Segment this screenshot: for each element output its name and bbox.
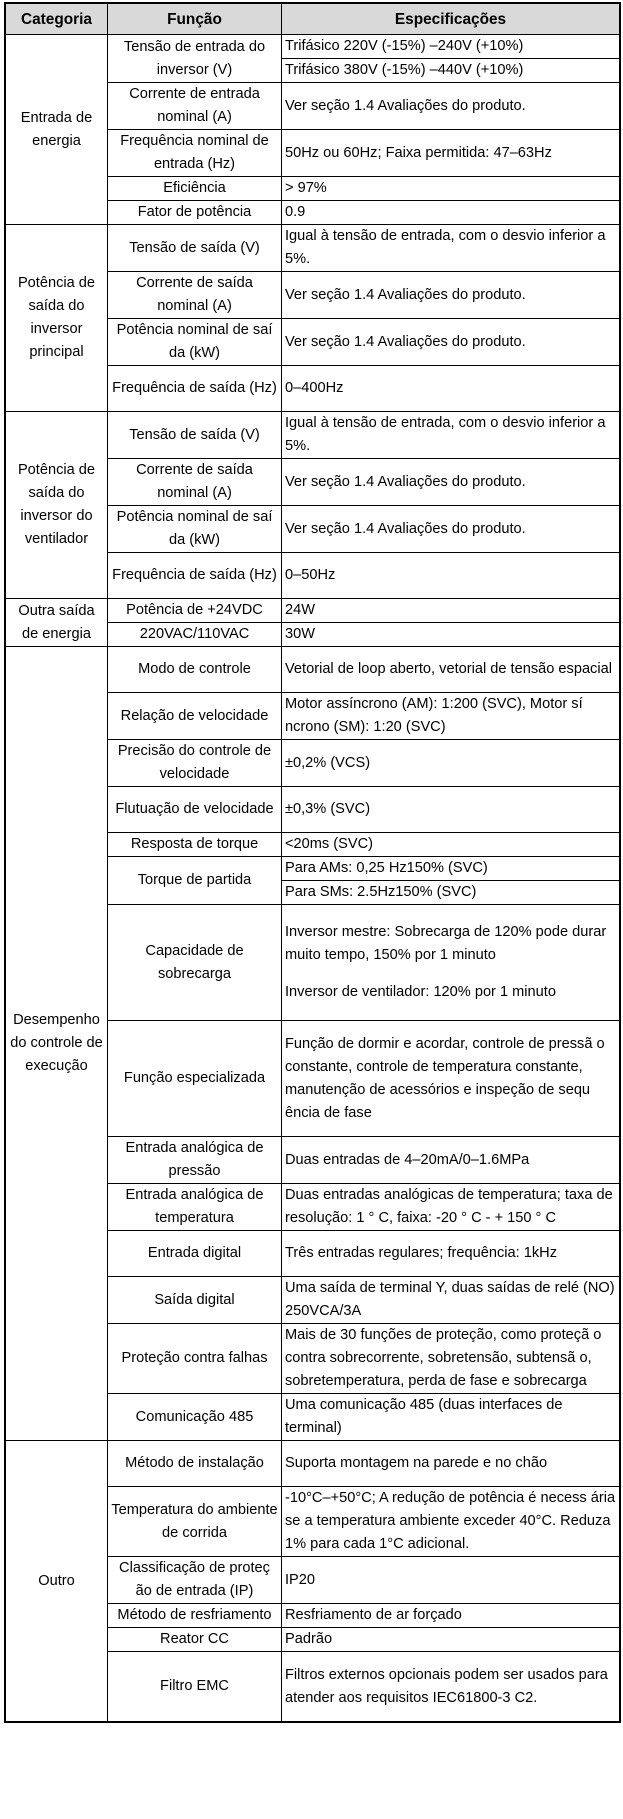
table-row <box>6 1441 620 1487</box>
specification-line: 24W <box>285 602 316 618</box>
category-cell: Potência de saída do inversor do ventilador <box>6 412 108 599</box>
specification-cell <box>282 1324 620 1394</box>
specification-cell <box>282 1137 620 1184</box>
specification-cell <box>282 1628 620 1652</box>
function-cell: Eficiência <box>108 177 282 201</box>
specification-line: Ver seção 1.4 Avaliações do produto. <box>285 333 526 350</box>
specification-line: 30W <box>285 626 316 642</box>
specification-cell <box>282 319 620 366</box>
function-cell: Precisão do controle de velocidade <box>108 740 282 787</box>
specification-line: Para AMs: 0,25 Hz150% (SVC) <box>282 857 619 881</box>
header-specifications: Especificações <box>282 4 620 35</box>
function-cell: Frequência de saída (Hz) <box>108 366 282 412</box>
function-cell: Método de resfriamento <box>108 1604 282 1628</box>
table-row <box>6 647 620 693</box>
specification-cell <box>282 366 620 412</box>
specification-cell <box>282 506 620 553</box>
table-row <box>6 599 620 623</box>
function-cell: Relação de velocidade <box>108 693 282 740</box>
category-cell: Desempenho do controle de execução <box>6 647 108 1441</box>
specification-line: Suporta montagem na parede e no chão <box>285 1455 548 1471</box>
specification-cell <box>282 35 620 83</box>
header-function: Função <box>108 4 282 35</box>
specification-cell <box>282 225 620 272</box>
function-cell: Corrente de saída nominal (A) <box>108 459 282 506</box>
category-cell: Entrada de energia <box>6 35 108 225</box>
table-row <box>6 35 620 83</box>
function-cell: Entrada analógica de pressão <box>108 1137 282 1184</box>
specification-line: 50Hz ou 60Hz; Faixa permitida: 47–63Hz <box>285 144 552 161</box>
specification-cell <box>282 623 620 647</box>
specification-line: 0–50Hz <box>285 567 336 583</box>
specification-cell <box>282 83 620 130</box>
function-cell: Filtro EMC <box>108 1652 282 1722</box>
category-cell: Outra saída de energia <box>6 599 108 647</box>
specification-line: Mais de 30 funções de proteção, como proteçã o contra sobrecorrente, sobretensão, subtensã o, sobretemperatura, perda de fase e sobrecarga <box>285 1327 602 1389</box>
specification-line: Igual à tensão de entrada, com o desvio inferior a 5%. <box>285 228 606 267</box>
function-cell: Flutuação de velocidade <box>108 787 282 833</box>
specification-line: Trifásico 220V (-15%) –240V (+10%) <box>282 35 619 59</box>
function-cell: Entrada analógica de temperatura <box>108 1184 282 1231</box>
specification-line: Inversor de ventilador: 120% por 1 minuto <box>285 984 556 1000</box>
function-cell: Fator de potência <box>108 201 282 225</box>
specification-line: Uma saída de terminal Y, duas saídas de relé (NO) 250VCA/3A <box>285 1280 615 1319</box>
specification-cell <box>282 693 620 740</box>
specification-line: Inversor mestre: Sobrecarga de 120% pode durar muito tempo, 150% por 1 minuto <box>285 924 607 963</box>
specification-line: Para SMs: 2.5Hz150% (SVC) <box>285 884 477 900</box>
specification-cell <box>282 130 620 177</box>
function-cell: Função especializada <box>108 1021 282 1137</box>
function-cell: 220VAC/110VAC <box>108 623 282 647</box>
category-cell: Outro <box>6 1441 108 1722</box>
specification-line: Trifásico 380V (-15%) –440V (+10%) <box>285 62 524 78</box>
specification-cell <box>282 1184 620 1231</box>
specification-cell <box>282 1231 620 1277</box>
specification-line: Duas entradas de 4–20mA/0–1.6MPa <box>285 1151 530 1168</box>
function-cell: Frequência nominal de entrada (Hz) <box>108 130 282 177</box>
specification-cell <box>282 1487 620 1557</box>
specification-cell <box>282 272 620 319</box>
function-cell: Potência nominal de saí da (kW) <box>108 319 282 366</box>
category-cell: Potência de saída do inversor principal <box>6 225 108 412</box>
specification-cell <box>282 1021 620 1137</box>
specification-cell <box>282 1557 620 1604</box>
specification-line: Ver seção 1.4 Avaliações do produto. <box>285 97 526 114</box>
function-cell: Potência de +24VDC <box>108 599 282 623</box>
function-cell: Capacidade de sobrecarga <box>108 905 282 1021</box>
function-cell: Entrada digital <box>108 1231 282 1277</box>
specification-line: Uma comunicação 485 (duas interfaces de terminal) <box>285 1397 563 1436</box>
specification-line: -10°C–+50°C; A redução de potência é necess ária se a temperatura ambiente exceder 40°C. Reduza 1% para cada 1°C adicional. <box>285 1490 616 1552</box>
specification-line: Resfriamento de ar forçado <box>285 1607 462 1623</box>
function-cell: Proteção contra falhas <box>108 1324 282 1394</box>
function-cell: Tensão de saída (V) <box>108 412 282 459</box>
specification-line: Função de dormir e acordar, controle de pressã o constante, controle de temperatura constante, manutenção de acessórios e inspeção de sequ ência de fase <box>285 1035 605 1121</box>
specification-line: 0–400Hz <box>285 380 344 396</box>
specification-table <box>5 3 620 1722</box>
specification-cell <box>282 177 620 201</box>
specification-line: Motor assíncrono (AM): 1:200 (SVC), Motor sí ncrono (SM): 1:20 (SVC) <box>285 696 583 735</box>
specification-line: Igual à tensão de entrada, com o desvio inferior a 5%. <box>285 415 606 454</box>
specification-line: Duas entradas analógicas de temperatura; taxa de resolução: 1 ° C, faixa: -20 ° C - + 150 ° C <box>285 1187 613 1226</box>
header-category: Categoria <box>6 4 108 35</box>
specification-line: ±0,3% (SVC) <box>285 801 371 817</box>
specification-cell <box>282 599 620 623</box>
function-cell: Temperatura do ambiente de corrida <box>108 1487 282 1557</box>
table-body <box>6 35 620 1722</box>
specification-line: Três entradas regulares; frequência: 1kHz <box>285 1245 558 1261</box>
specification-cell <box>282 553 620 599</box>
function-cell: Resposta de torque <box>108 833 282 857</box>
specification-cell <box>282 1652 620 1722</box>
specification-line: Vetorial de loop aberto, vetorial de tensão espacial <box>285 661 612 677</box>
function-cell: Reator CC <box>108 1628 282 1652</box>
specification-line: > 97% <box>285 180 327 196</box>
specification-line: <20ms (SVC) <box>285 836 373 852</box>
specification-cell <box>282 787 620 833</box>
specification-cell <box>282 647 620 693</box>
function-cell: Tensão de entrada do inversor (V) <box>108 35 282 83</box>
specification-line: IP20 <box>285 1571 316 1588</box>
specification-cell <box>282 1277 620 1324</box>
function-cell: Comunicação 485 <box>108 1394 282 1441</box>
function-cell: Saída digital <box>108 1277 282 1324</box>
table-row <box>6 412 620 459</box>
specification-cell <box>282 412 620 459</box>
specification-line: Ver seção 1.4 Avaliações do produto. <box>285 520 526 537</box>
function-cell: Classificação de proteç ão de entrada (IP) <box>108 1557 282 1604</box>
function-cell: Torque de partida <box>108 857 282 905</box>
function-cell: Frequência de saída (Hz) <box>108 553 282 599</box>
specification-line: Padrão <box>285 1631 333 1647</box>
specification-cell <box>282 459 620 506</box>
specification-cell <box>282 1604 620 1628</box>
function-cell: Modo de controle <box>108 647 282 693</box>
specification-line: ±0,2% (VCS) <box>285 754 371 771</box>
specification-cell <box>282 740 620 787</box>
function-cell: Potência nominal de saí da (kW) <box>108 506 282 553</box>
specification-cell <box>282 1441 620 1487</box>
specification-line: Ver seção 1.4 Avaliações do produto. <box>285 286 526 303</box>
function-cell: Método de instalação <box>108 1441 282 1487</box>
function-cell: Tensão de saída (V) <box>108 225 282 272</box>
specification-cell <box>282 201 620 225</box>
specification-line: Filtros externos opcionais podem ser usados para atender aos requisitos IEC61800-3 C2. <box>285 1666 608 1706</box>
specification-cell <box>282 857 620 905</box>
specification-line: Ver seção 1.4 Avaliações do produto. <box>285 473 526 490</box>
function-cell: Corrente de saída nominal (A) <box>108 272 282 319</box>
specification-line: 0.9 <box>285 204 306 220</box>
table-row <box>6 225 620 272</box>
specification-cell <box>282 833 620 857</box>
header-row <box>6 4 620 35</box>
specification-cell <box>282 905 620 1021</box>
specification-cell <box>282 1394 620 1441</box>
function-cell: Corrente de entrada nominal (A) <box>108 83 282 130</box>
